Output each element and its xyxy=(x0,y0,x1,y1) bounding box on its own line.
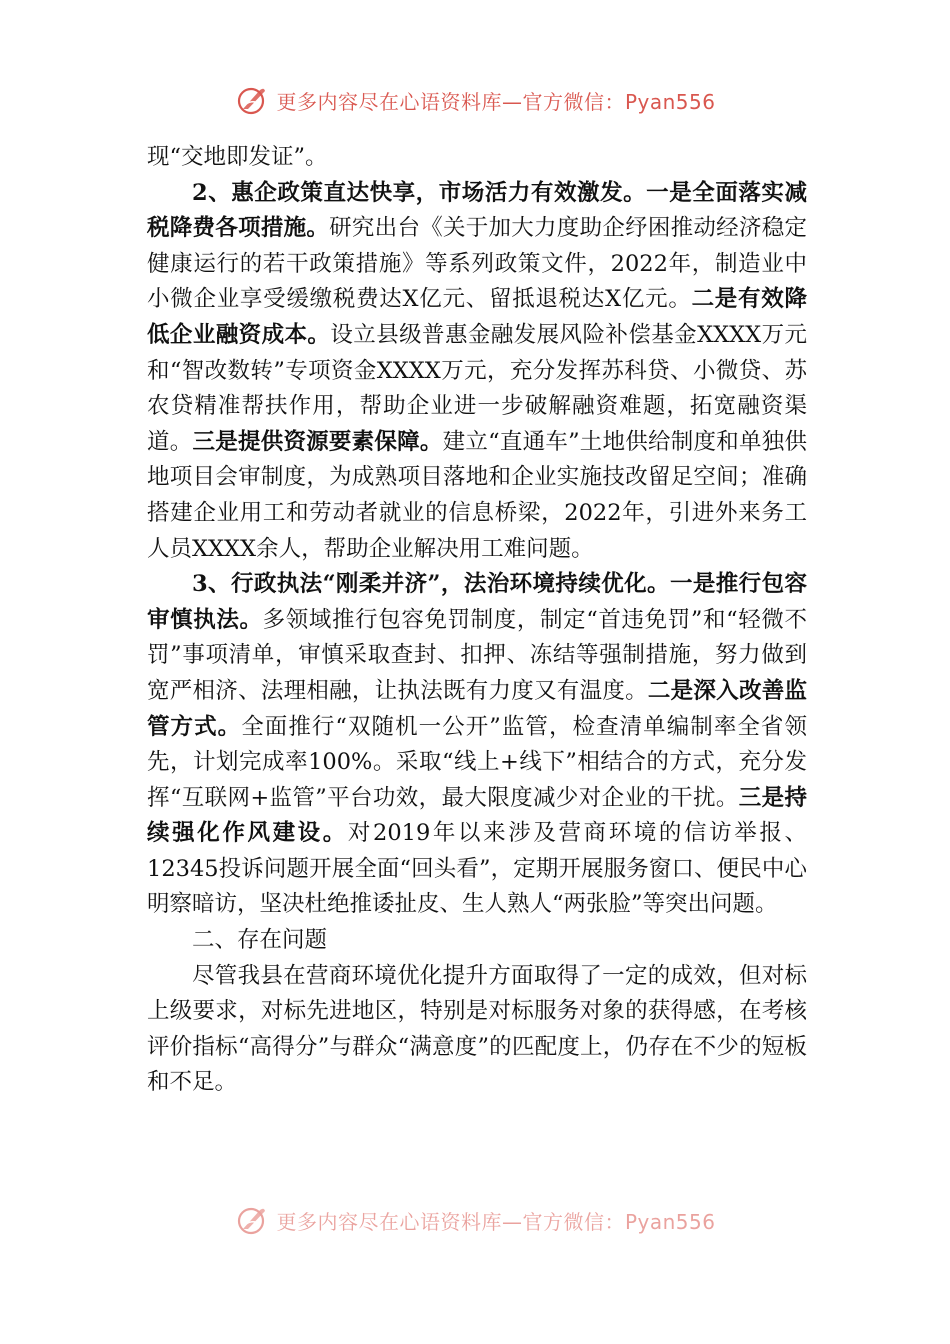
paragraph-continuation: 现“交地即发证”。 xyxy=(147,144,328,170)
point-work-style: 三是持续强化作风建设。 xyxy=(147,784,807,847)
watermark-footer xyxy=(0,1200,950,1240)
section-heading-policy: 2、惠企政策直达快享，市场活力有效激发。一是全面落实减税降费各项措施。 xyxy=(147,179,807,242)
paragraph-policy: 2、惠企政策直达快享，市场活力有效激发。一是全面落实减税降费各项措施。研究出台《关于加大力度助企纾困推动经济稳定健康运行的若干政策措施》等系列政策文件，2022年，制造业中小微企业享受缓缴税费达X亿元、留抵退税达X亿元。二是有效降低企业融资成本。设立县级普惠金融发展风险补偿基金XXXX万元和“智改数转”专项资金XXXX万元，充分发挥苏科贷、小微贷、苏农贷精准帮扶作用，帮助企业进一步破解融资难题，拓宽融资渠道。三是提供资源要素保障。建立“直通车”土地供给制度和单独供地项目会审制度，为成熟项目落地和企业实施技改留足空间；准确搭建企业用工和劳动者就业的信息桥梁，2022年，引进外来务工人员XXXX余人，帮助企业解决用工难问题。 xyxy=(147,179,807,562)
section-heading-problems: 二、存在问题 xyxy=(192,927,328,954)
point-financing: 二是有效降低企业融资成本。 xyxy=(147,286,807,348)
document-body xyxy=(147,140,807,1101)
point-resources: 三是提供资源要素保障。 xyxy=(192,428,443,455)
watermark-text: 更多内容尽在心语资料库—官方微信：Pyan556 xyxy=(276,89,716,114)
point-supervision: 二是深入改善监管方式。 xyxy=(147,677,807,740)
quill-logo-icon xyxy=(234,1202,270,1238)
watermark-text: 更多内容尽在心语资料库—官方微信：Pyan556 xyxy=(276,1209,716,1234)
section-heading-enforcement: 3、行政执法“刚柔并济”，法治环境持续优化。一是推行包容审慎执法。 xyxy=(147,571,807,633)
paragraph-enforcement: 3、行政执法“刚柔并济”，法治环境持续优化。一是推行包容审慎执法。多领域推行包容免罚制度，制定“首违免罚”和“轻微不罚”事项清单，审慎采取查封、扣押、冻结等强制措施，努力做到宽严相济、法理相融，让执法既有力度又有温度。二是深入改善监管方式。全面推行“双随机一公开”监管，检查清单编制率全省领先，计划完成率100%。采取“线上+线下”相结合的方式，充分发挥“互联网+监管”平台功效，最大限度减少对企业的干扰。三是持续强化作风建设。对2019年以来涉及营商环境的信访举报、12345投诉问题开展全面“回头看”，定期开展服务窗口、便民中心明察暗访，坚决杜绝推诿扯皮、生人熟人“两张脸”等突出问题。 xyxy=(147,571,807,918)
quill-logo-icon xyxy=(234,82,270,118)
paragraph-problems: 尽管我县在营商环境优化提升方面取得了一定的成效，但对标上级要求，对标先进地区，特别是对标服务对象的获得感，在考核评价指标“高得分”与群众“满意度”的匹配度上，仍存在不少的短板和不足。 xyxy=(147,962,807,1096)
watermark-header xyxy=(0,80,950,120)
